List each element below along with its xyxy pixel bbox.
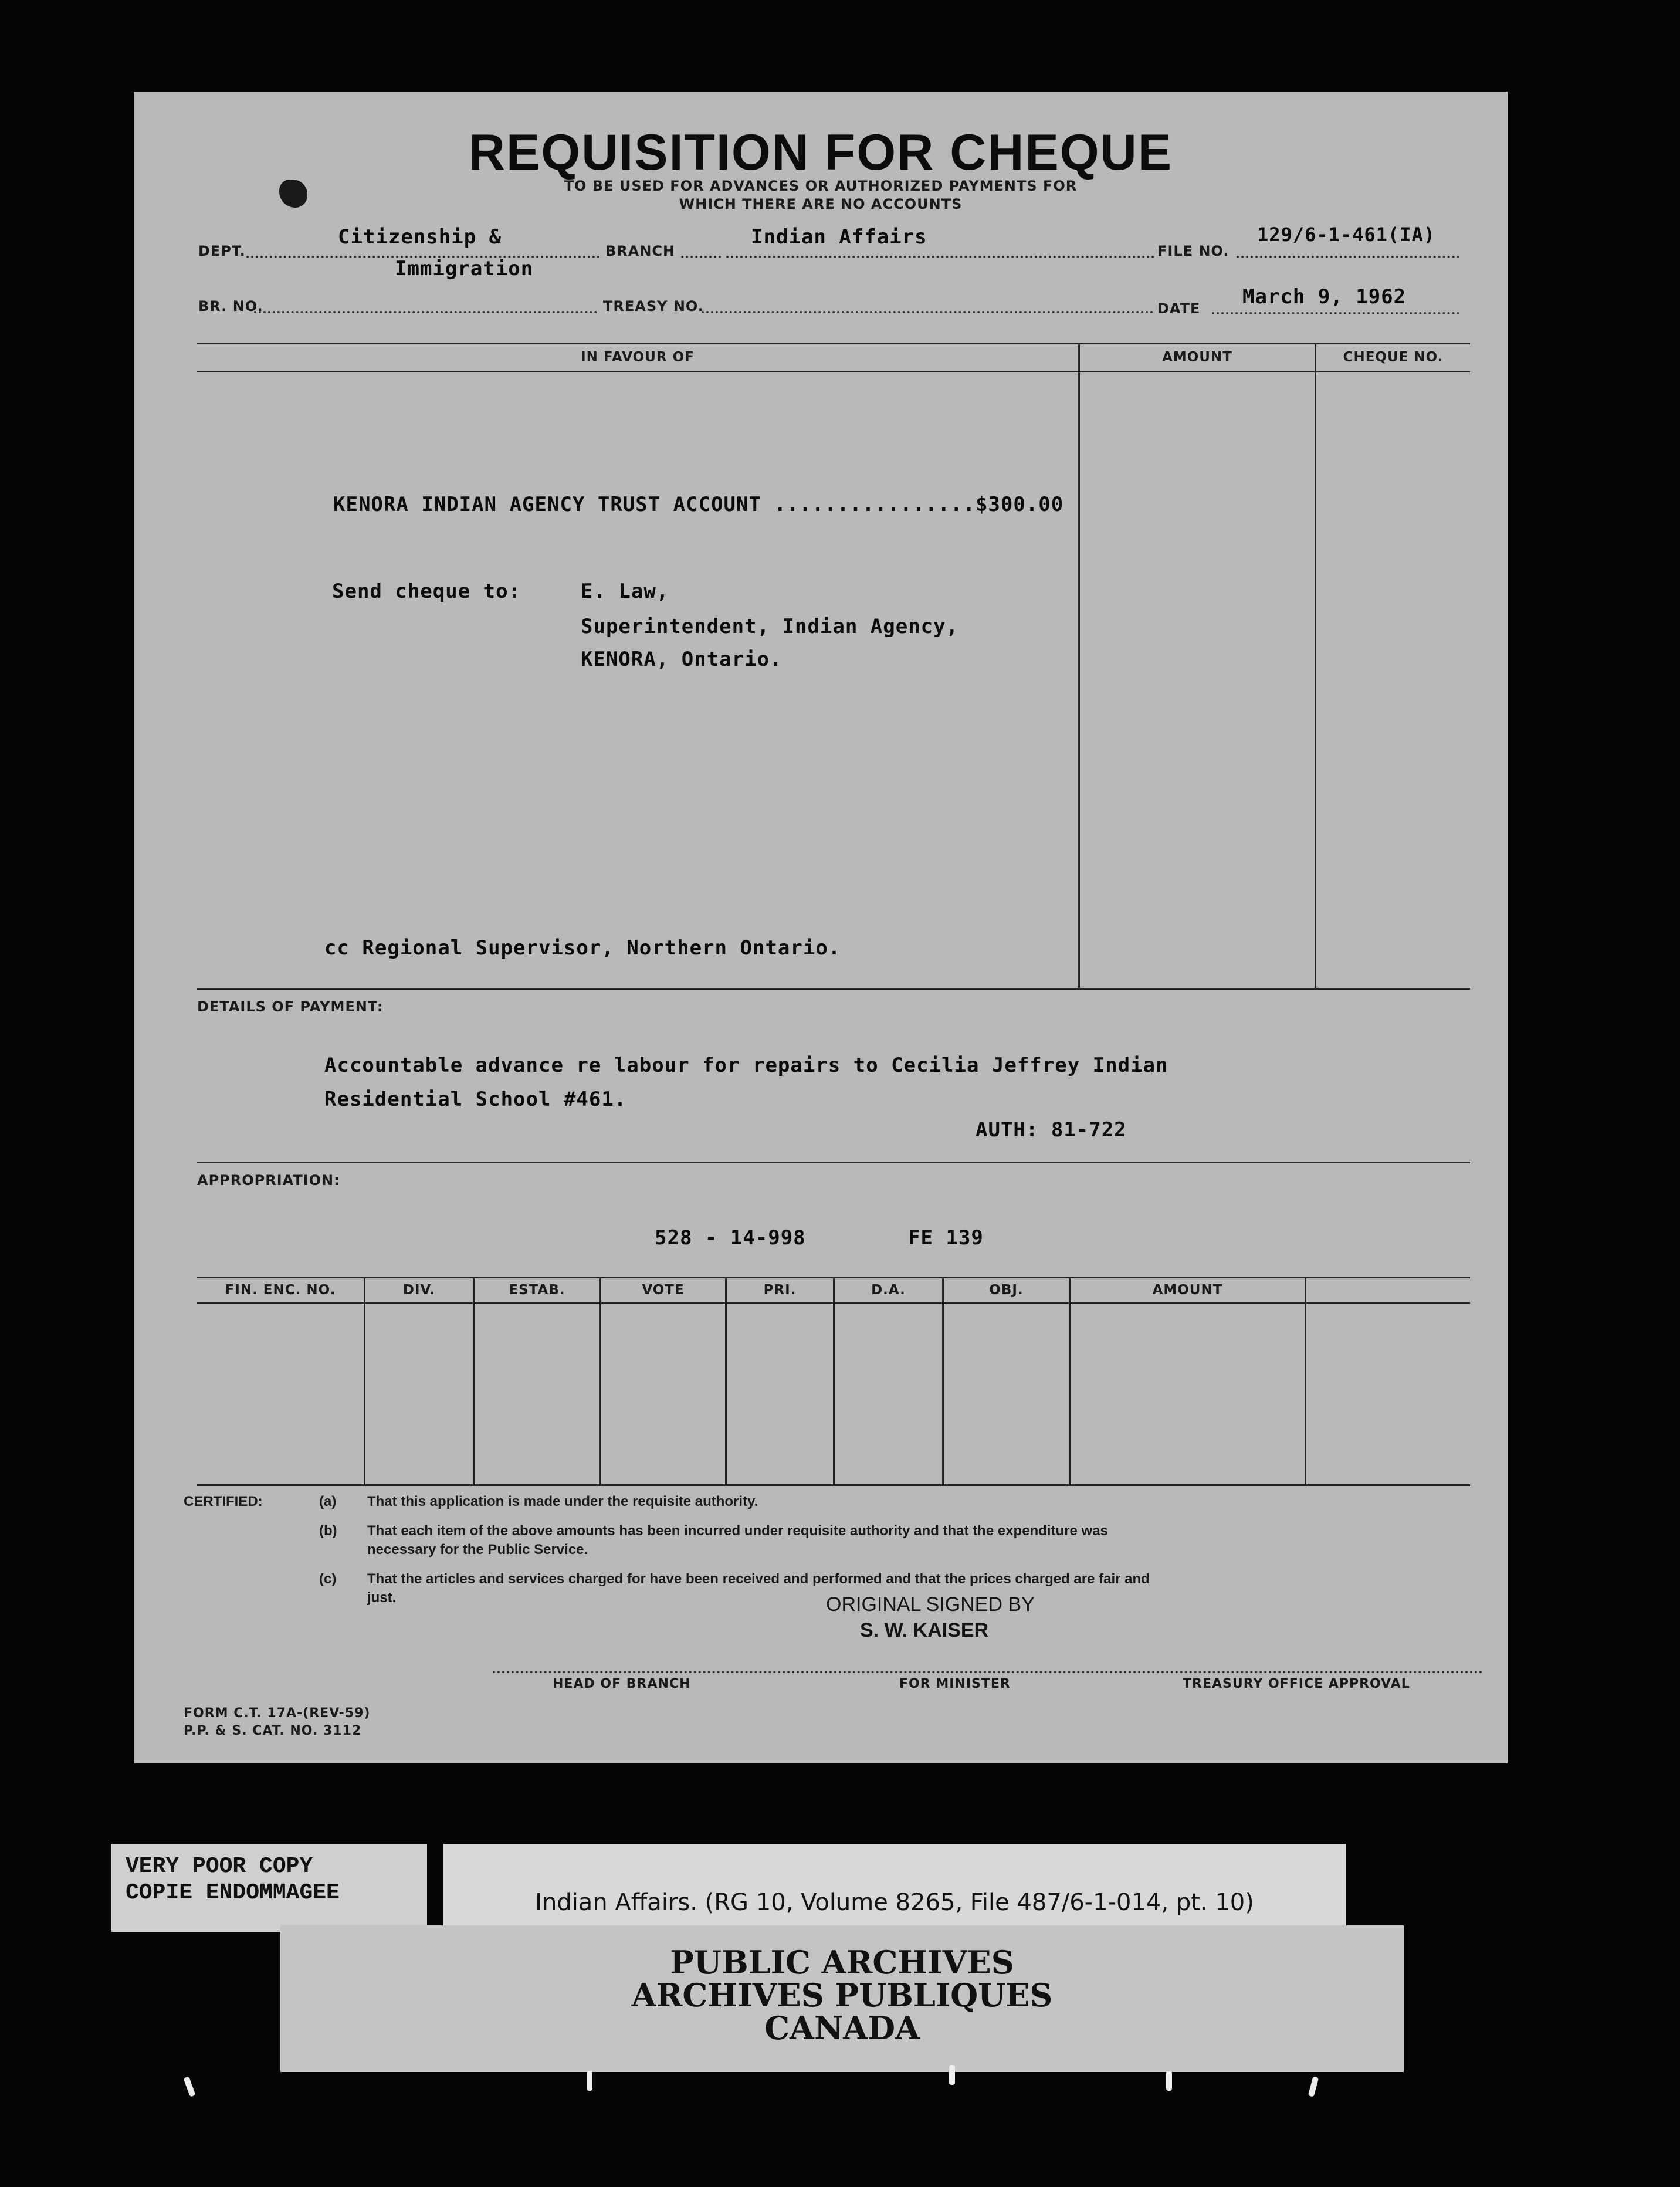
- for-minister-label: FOR MINISTER: [899, 1677, 1011, 1691]
- details-rule: [197, 988, 1470, 990]
- dept-value-line-2: Immigration: [395, 257, 534, 280]
- in-favour-of-header: IN FAVOUR OF: [581, 350, 695, 365]
- date-label: DATE: [1157, 300, 1201, 317]
- poor-copy-label: [111, 1844, 427, 1932]
- grid-divider-7: [1069, 1277, 1071, 1484]
- branch-label: BRANCH: [602, 243, 679, 259]
- fe-value: FE 139: [908, 1226, 984, 1250]
- grid-header-fin-enc-no: FIN. ENC. NO.: [225, 1282, 336, 1298]
- details-line-2: Residential School #461.: [324, 1088, 627, 1111]
- cert-a-text: That this application is made under the requisite authority.: [367, 1494, 758, 1509]
- grid-bottom-rule: [197, 1484, 1470, 1486]
- cert-a-letter: (a): [319, 1494, 337, 1509]
- signature-dotted-line: [493, 1671, 1483, 1673]
- subtitle-line-2: WHICH THERE ARE NO ACCOUNTS: [679, 196, 963, 212]
- grid-header-pri: PRI.: [763, 1282, 797, 1298]
- grid-divider-2: [473, 1277, 475, 1484]
- payee-line: KENORA INDIAN AGENCY TRUST ACCOUNT ................$300.00: [333, 493, 1064, 516]
- grid-divider-3: [599, 1277, 601, 1484]
- requisition-form: [134, 92, 1508, 1763]
- head-of-branch-label: HEAD OF BRANCH: [553, 1677, 691, 1691]
- archives-publiques: ARCHIVES PUBLIQUES: [631, 1976, 1053, 2014]
- treasury-approval-label: TREASURY OFFICE APPROVAL: [1183, 1677, 1410, 1691]
- dept-value-line-1: Citizenship &: [338, 225, 502, 249]
- dept-label: DEPT.: [198, 243, 246, 259]
- poor-copy-english: VERY POOR COPY: [126, 1854, 313, 1879]
- form-title: REQUISITION FOR CHEQUE: [468, 124, 1173, 181]
- public-archives-stamp: [280, 1925, 1404, 2072]
- archives-text-block: [280, 1944, 1404, 2047]
- grid-header-estab: ESTAB.: [509, 1282, 565, 1298]
- catalogue-number: P.P. & S. CAT. NO. 3112: [184, 1724, 362, 1738]
- grid-header-div: DIV.: [402, 1282, 436, 1298]
- send-to-city: KENORA, Ontario.: [581, 648, 783, 671]
- grid-divider-6: [942, 1277, 944, 1484]
- film-mark: [1166, 2071, 1172, 2091]
- grid-divider-4: [725, 1277, 727, 1484]
- film-mark: [587, 2071, 592, 2091]
- treasy-no-label: TREASY NO.: [603, 298, 704, 314]
- poor-copy-french: COPIE ENDOMMAGEE: [126, 1880, 340, 1905]
- file-no-value: 129/6-1-461(IA): [1257, 224, 1435, 246]
- appropriation-rule: [197, 1162, 1470, 1163]
- form-number: FORM C.T. 17A-(REV-59): [184, 1706, 371, 1721]
- grid-header-da: D.A.: [871, 1282, 906, 1298]
- treasy-no-dotted-line: [702, 311, 1153, 313]
- grid-divider-5: [833, 1277, 835, 1484]
- original-signed-stamp: ORIGINAL SIGNED BY: [826, 1593, 1035, 1616]
- film-mark: [183, 2076, 195, 2097]
- appropriation-label: APPROPRIATION:: [197, 1172, 340, 1189]
- table-top-rule: [197, 343, 1470, 344]
- cert-b-letter: (b): [319, 1523, 337, 1539]
- grid-header-amount: AMOUNT: [1152, 1282, 1223, 1298]
- date-dotted-line: [1212, 312, 1459, 314]
- file-no-dotted-line: [1237, 256, 1459, 258]
- branch-dotted-line: [726, 256, 1154, 258]
- film-mark: [1308, 2076, 1319, 2097]
- grid-divider-8: [1305, 1277, 1306, 1484]
- details-of-payment-label: DETAILS OF PAYMENT:: [197, 998, 384, 1015]
- cheque-column-divider: [1315, 343, 1316, 988]
- date-value: March 9, 1962: [1242, 285, 1407, 309]
- branch-value: Indian Affairs: [751, 225, 927, 249]
- cert-c-letter: (c): [319, 1571, 337, 1587]
- public-archives: PUBLIC ARCHIVES: [670, 1944, 1014, 1981]
- auth-number: AUTH: 81-722: [976, 1118, 1127, 1142]
- canada: CANADA: [764, 2009, 920, 2047]
- archive-reference: Indian Affairs. (RG 10, Volume 8265, File 487/6-1-014, pt. 10): [535, 1889, 1254, 1916]
- cert-c-text: That the articles and services charged for have been received and performed and that the prices charged are fair and just.: [367, 1571, 1150, 1606]
- br-no-label: BR. NO.: [198, 298, 263, 314]
- table-header-rule: [197, 371, 1470, 372]
- details-line-1: Accountable advance re labour for repairs to Cecilia Jeffrey Indian: [324, 1054, 1168, 1077]
- send-to-name: E. Law,: [581, 580, 669, 603]
- grid-header-obj: OBJ.: [989, 1282, 1024, 1298]
- grid-divider-1: [364, 1277, 365, 1484]
- amount-header: AMOUNT: [1162, 350, 1232, 365]
- signatory-name: S. W. KAISER: [860, 1619, 989, 1641]
- certified-label: CERTIFIED:: [184, 1494, 263, 1509]
- send-to-title: Superintendent, Indian Agency,: [581, 615, 959, 638]
- br-no-dotted-line: [254, 311, 597, 313]
- cheque-no-header: CHEQUE NO.: [1343, 350, 1444, 365]
- appropriation-value: 528 - 14-998: [655, 1226, 806, 1250]
- amount-column-divider: [1078, 343, 1080, 988]
- send-cheque-to-label: Send cheque to:: [332, 580, 521, 603]
- form-subtitle: [134, 177, 1508, 214]
- cc-line: cc Regional Supervisor, Northern Ontario.: [324, 936, 841, 960]
- subtitle-line-1: TO BE USED FOR ADVANCES OR AUTHORIZED PAYMENTS FOR: [564, 178, 1078, 194]
- cert-b-text: That each item of the above amounts has been incurred under requisite authority and that the expenditure was necessary for the Public Service.: [367, 1523, 1108, 1558]
- grid-header-vote: VOTE: [642, 1282, 685, 1298]
- film-mark: [949, 2065, 955, 2085]
- file-no-label: FILE NO.: [1157, 243, 1229, 259]
- archive-reference-strip: [443, 1844, 1346, 1938]
